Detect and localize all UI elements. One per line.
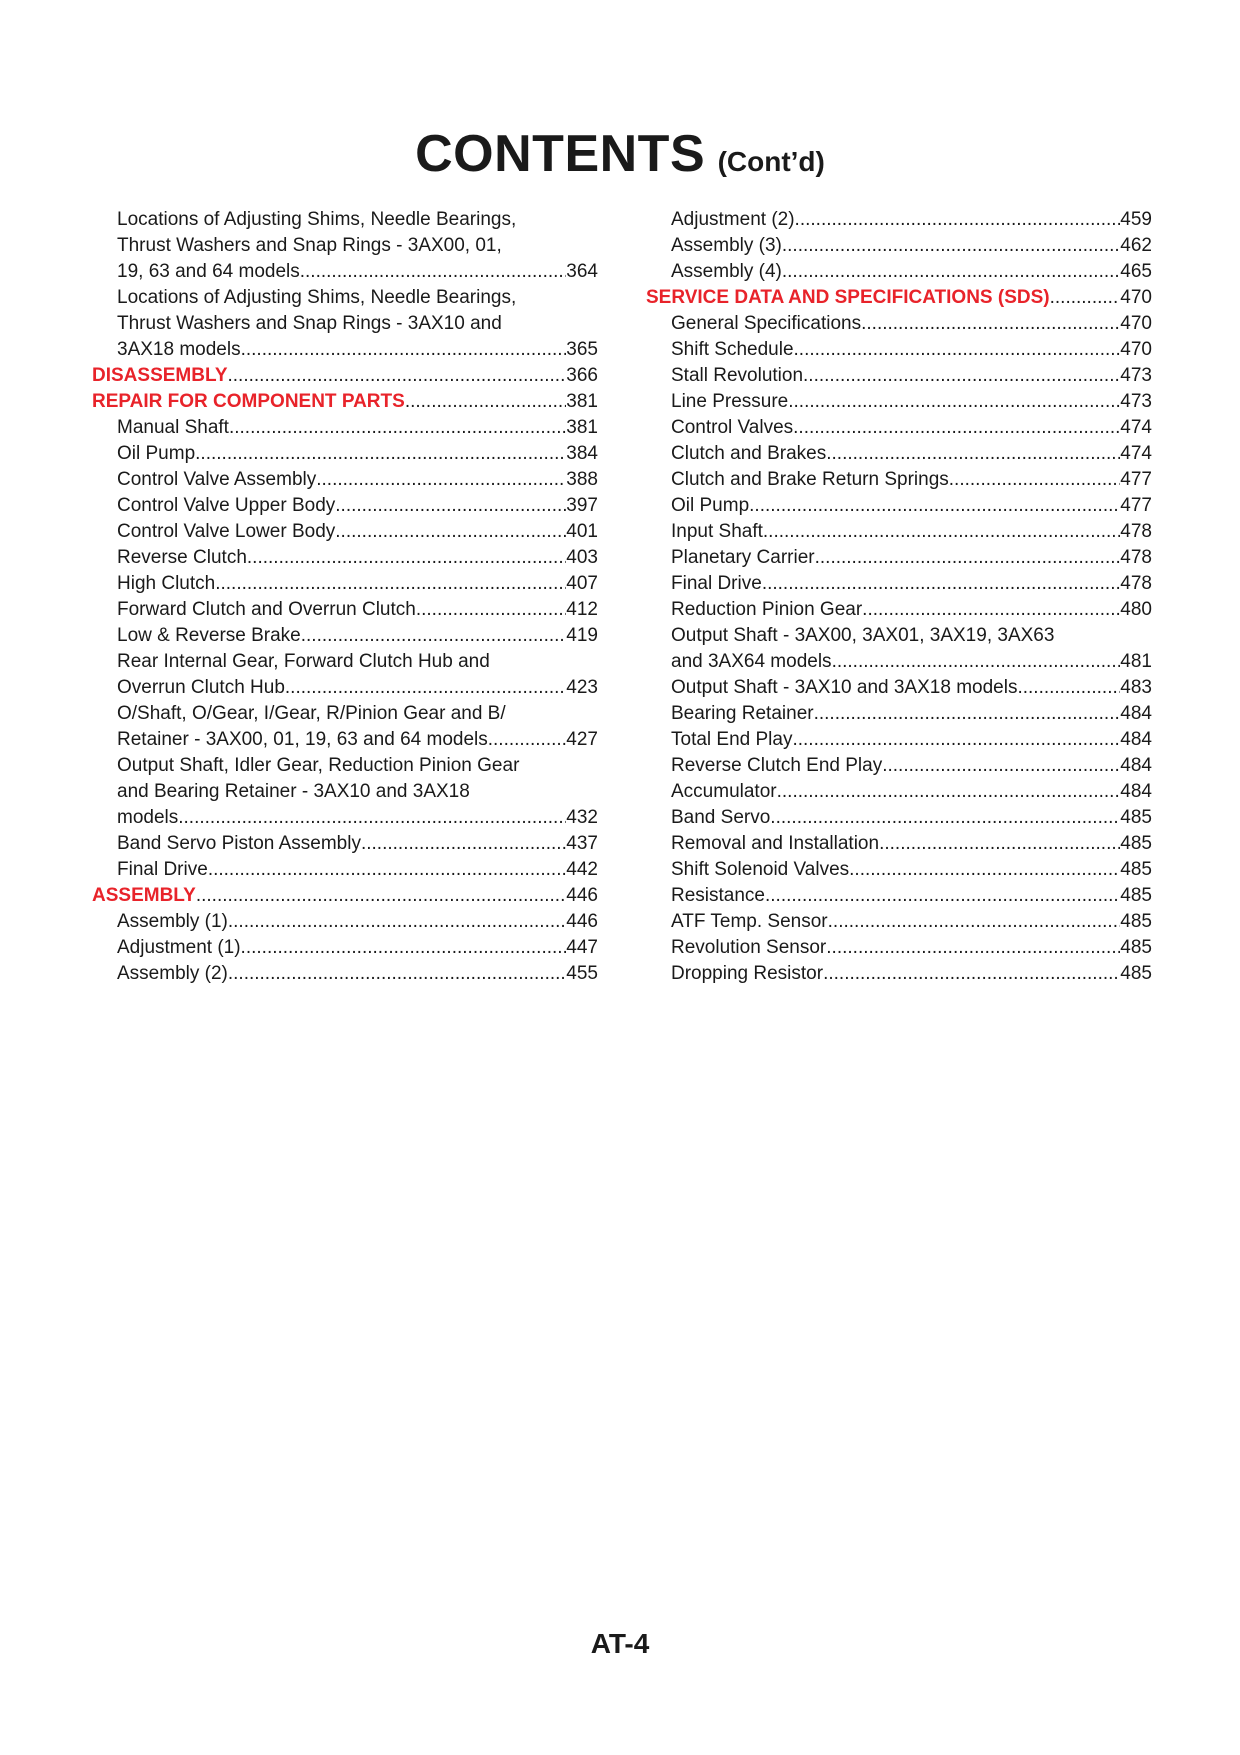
toc-entry-page: 459	[1120, 209, 1152, 230]
toc-entry-link[interactable]	[646, 961, 1152, 987]
toc-entry-label: and 3AX64 models	[671, 651, 832, 672]
dot-leader	[861, 311, 1120, 337]
title-sub: (Cont’d)	[717, 146, 825, 177]
toc-entry-page: 465	[1120, 261, 1152, 282]
toc-entry-label: models	[117, 807, 179, 828]
toc-right-column	[646, 207, 1152, 987]
dot-leader	[488, 727, 567, 753]
dot-leader	[763, 519, 1120, 545]
toc-entry-label: Stall Revolution	[671, 365, 804, 386]
dot-leader	[1017, 675, 1120, 701]
toc-entry-page: 403	[566, 547, 598, 568]
toc-entry-label: Final Drive	[117, 859, 208, 880]
toc-entry-page: 381	[566, 417, 598, 438]
dot-leader	[826, 441, 1120, 467]
dot-leader	[215, 571, 566, 597]
dot-leader	[782, 233, 1120, 259]
dot-leader	[301, 623, 567, 649]
dot-leader	[849, 857, 1120, 883]
toc-entry-link[interactable]	[646, 701, 1152, 727]
toc-entry-page: 485	[1120, 859, 1152, 880]
toc-entry-page: 446	[566, 911, 598, 932]
toc-entry-page: 419	[566, 625, 598, 646]
toc-entry-label: Control Valve Upper Body	[117, 495, 336, 516]
toc-entry-page: 455	[566, 963, 598, 984]
toc-entry-link[interactable]	[92, 441, 598, 467]
toc-entry-link[interactable]	[646, 389, 1152, 415]
toc-entry-page: 477	[1120, 469, 1152, 490]
toc-continuation-line: Rear Internal Gear, Forward Clutch Hub and	[117, 651, 490, 672]
toc-entry-page: 485	[1120, 885, 1152, 906]
toc-entry-link[interactable]	[92, 571, 598, 597]
toc-entry-label: Dropping Resistor	[671, 963, 824, 984]
toc-entry-page: 474	[1120, 417, 1152, 438]
toc-entry-link[interactable]	[92, 337, 598, 363]
toc-entry-label: Final Drive	[671, 573, 762, 594]
dot-leader	[814, 701, 1121, 727]
dot-leader	[285, 675, 566, 701]
dot-leader	[762, 571, 1120, 597]
toc-entry-page: 407	[566, 573, 598, 594]
toc-entry-label: Total End Play	[671, 729, 793, 750]
toc-entry-link[interactable]	[646, 909, 1152, 935]
toc-entry-link[interactable]	[646, 519, 1152, 545]
toc-entry-link[interactable]	[646, 311, 1152, 337]
toc-entry-label: Clutch and Brake Return Springs	[671, 469, 949, 490]
toc-entry-page: 485	[1120, 807, 1152, 828]
toc-entry-page: 483	[1120, 677, 1152, 698]
toc-entry-link[interactable]	[646, 831, 1152, 857]
dot-leader	[949, 467, 1121, 493]
toc-entry-label: Resistance	[671, 885, 765, 906]
toc-entry-label: Manual Shaft	[117, 417, 229, 438]
toc-entry-label: Clutch and Brakes	[671, 443, 827, 464]
toc-entry-page: 470	[1120, 339, 1152, 360]
toc-entry-page: 485	[1120, 833, 1152, 854]
toc-entry-label: Shift Solenoid Valves	[671, 859, 850, 880]
dot-leader	[765, 883, 1120, 909]
toc-entry-label: Line Pressure	[671, 391, 789, 412]
toc-entry-label: 19, 63 and 64 models	[117, 261, 300, 282]
toc-entry-label: Oil Pump	[117, 443, 196, 464]
toc-entry-page: 437	[566, 833, 598, 854]
toc-entry-page: 473	[1120, 365, 1152, 386]
toc-entry-link[interactable]	[92, 857, 598, 883]
toc-entry-page: 423	[566, 677, 598, 698]
toc-entry-label: ATF Temp. Sensor	[671, 911, 828, 932]
toc-continuation-line: O/Shaft, O/Gear, I/Gear, R/Pinion Gear and B/	[117, 703, 506, 724]
dot-leader	[196, 883, 566, 909]
toc-entry-link[interactable]	[92, 597, 598, 623]
dot-leader	[228, 961, 566, 987]
toc-entry-link[interactable]	[646, 233, 1152, 259]
toc-entry-link[interactable]	[646, 675, 1152, 701]
toc-entry-label: Control Valve Lower Body	[117, 521, 336, 542]
toc-entry-page: 462	[1120, 235, 1152, 256]
toc-entry-label: Retainer - 3AX00, 01, 19, 63 and 64 models	[117, 729, 488, 750]
toc-entry-label: Reduction Pinion Gear	[671, 599, 863, 620]
toc-entry-page: 365	[566, 339, 598, 360]
toc-entry-page: 442	[566, 859, 598, 880]
toc-continuation-line: Output Shaft - 3AX00, 3AX01, 3AX19, 3AX63	[671, 625, 1055, 646]
dot-leader	[803, 363, 1120, 389]
toc-entry-page: 397	[566, 495, 598, 516]
toc-entry-label: Accumulator	[671, 781, 777, 802]
dot-leader	[782, 259, 1120, 285]
toc-entry-page: 470	[1120, 313, 1152, 334]
toc-entry-page: 485	[1120, 911, 1152, 932]
toc-entry-page: 481	[1120, 651, 1152, 672]
toc-entry-label: Adjustment (2)	[671, 209, 795, 230]
dot-leader	[241, 935, 567, 961]
dot-leader	[828, 909, 1121, 935]
toc-entry-link[interactable]	[646, 545, 1152, 571]
toc-entry-page: 485	[1120, 963, 1152, 984]
page-number: AT-4	[590, 1628, 650, 1659]
dot-leader	[195, 441, 566, 467]
toc-entry-label: Assembly (3)	[671, 235, 782, 256]
toc-entry-page: 484	[1120, 729, 1152, 750]
toc-entry-page: 446	[566, 885, 598, 906]
toc-entry-label: Removal and Installation	[671, 833, 880, 854]
dot-leader	[794, 337, 1121, 363]
toc-entry-link[interactable]	[646, 753, 1152, 779]
dot-leader	[247, 545, 566, 571]
toc-entry-link[interactable]	[92, 623, 598, 649]
toc-continuation-line: Locations of Adjusting Shims, Needle Bearings,	[117, 209, 517, 230]
toc-entry-label: Output Shaft - 3AX10 and 3AX18 models	[671, 677, 1018, 698]
toc-entry-link[interactable]	[92, 415, 598, 441]
dot-leader	[316, 467, 566, 493]
toc-entry-page: 470	[1120, 287, 1152, 308]
dot-leader	[815, 545, 1121, 571]
toc-entry-label: Reverse Clutch End Play	[671, 755, 883, 776]
toc-entry-label: REPAIR FOR COMPONENT PARTS	[92, 391, 405, 412]
toc-entry-link[interactable]	[92, 961, 598, 987]
toc-entry-label: Planetary Carrier	[671, 547, 815, 568]
dot-leader	[335, 519, 566, 545]
toc-entry-label: ASSEMBLY	[92, 885, 196, 906]
dot-leader	[228, 909, 566, 935]
toc-entry-label: Assembly (1)	[117, 911, 228, 932]
toc-entry-page: 381	[566, 391, 598, 412]
dot-leader	[208, 857, 566, 883]
title-main: CONTENTS	[415, 125, 706, 183]
toc-entry-label: High Clutch	[117, 573, 216, 594]
toc-entry-page: 484	[1120, 781, 1152, 802]
toc-entry-link[interactable]	[646, 441, 1152, 467]
toc-entry-page: 447	[566, 937, 598, 958]
toc-entry-label: Oil Pump	[671, 495, 750, 516]
toc-entry-label: Low & Reverse Brake	[117, 625, 301, 646]
toc-entry-link[interactable]	[646, 207, 1152, 233]
toc-entry-link[interactable]	[92, 519, 598, 545]
toc-continuation-line: Thrust Washers and Snap Rings - 3AX00, 01,	[117, 235, 502, 256]
dot-leader	[229, 415, 566, 441]
dot-leader	[1050, 285, 1121, 311]
dot-leader	[879, 831, 1120, 857]
toc-entry-page: 477	[1120, 495, 1152, 516]
toc-entry-link[interactable]	[92, 935, 598, 961]
toc-continuation-line: Locations of Adjusting Shims, Needle Bearings,	[117, 287, 517, 308]
dot-leader	[826, 935, 1120, 961]
toc-entry-label: Band Servo	[671, 807, 771, 828]
dot-leader	[361, 831, 566, 857]
toc-entry-link[interactable]	[646, 779, 1152, 805]
toc-entry-link[interactable]	[646, 363, 1152, 389]
toc-entry-link[interactable]	[646, 805, 1152, 831]
toc-entry-label: Revolution Sensor	[671, 937, 827, 958]
toc-left-column	[92, 207, 598, 987]
toc-entry-link[interactable]	[646, 493, 1152, 519]
toc-entry-link[interactable]	[92, 259, 598, 285]
toc-entry-label: 3AX18 models	[117, 339, 241, 360]
toc-entry-page: 401	[566, 521, 598, 542]
toc-entry-page: 478	[1120, 573, 1152, 594]
dot-leader	[770, 805, 1120, 831]
toc-entry-page: 432	[566, 807, 598, 828]
toc-entry-label: Assembly (2)	[117, 963, 228, 984]
toc-entry-link[interactable]	[92, 493, 598, 519]
dot-leader	[228, 363, 567, 389]
dot-leader	[405, 389, 566, 415]
toc-continuation-line: Output Shaft, Idler Gear, Reduction Pinion Gear	[117, 755, 520, 776]
dot-leader	[832, 649, 1121, 675]
toc-entry-label: Control Valves	[671, 417, 794, 438]
toc-entry-label: Input Shaft	[671, 521, 763, 542]
toc-entry-page: 478	[1120, 521, 1152, 542]
toc-entry-link[interactable]	[92, 909, 598, 935]
toc-entry-page: 485	[1120, 937, 1152, 958]
dot-leader	[178, 805, 566, 831]
toc-section-link[interactable]	[92, 389, 598, 415]
toc-entry-page: 473	[1120, 391, 1152, 412]
toc-entry-page: 484	[1120, 755, 1152, 776]
toc-entry-label: Overrun Clutch Hub	[117, 677, 285, 698]
toc-entry-label: Assembly (4)	[671, 261, 782, 282]
toc-entry-link[interactable]	[92, 675, 598, 701]
toc-continuation-line: Thrust Washers and Snap Rings - 3AX10 and	[117, 313, 502, 334]
toc-entry-page: 384	[566, 443, 598, 464]
toc-entry-label: Band Servo Piston Assembly	[117, 833, 361, 854]
toc-entry-link[interactable]	[646, 337, 1152, 363]
dot-leader	[862, 597, 1120, 623]
toc-entry-link[interactable]	[92, 467, 598, 493]
dot-leader	[335, 493, 566, 519]
toc-entry-link[interactable]	[646, 467, 1152, 493]
toc-entry-page: 474	[1120, 443, 1152, 464]
toc-entry-label: Forward Clutch and Overrun Clutch	[117, 599, 416, 620]
toc-entry-link[interactable]	[646, 259, 1152, 285]
toc-section-link[interactable]	[92, 363, 598, 389]
dot-leader	[241, 337, 567, 363]
toc-entry-page: 484	[1120, 703, 1152, 724]
toc-entry-link[interactable]	[646, 415, 1152, 441]
toc-entry-label: Control Valve Assembly	[117, 469, 317, 490]
toc-entry-page: 366	[566, 365, 598, 386]
toc-entry-label: General Specifications	[671, 313, 862, 334]
toc-entry-label: Bearing Retainer	[671, 703, 814, 724]
dot-leader	[882, 753, 1120, 779]
toc-entry-link[interactable]	[646, 571, 1152, 597]
toc-entry-label: Shift Schedule	[671, 339, 794, 360]
toc-entry-label: Reverse Clutch	[117, 547, 247, 568]
toc-entry-page: 388	[566, 469, 598, 490]
toc-entry-link[interactable]	[92, 727, 598, 753]
toc-entry-link[interactable]	[646, 857, 1152, 883]
toc-entry-label: Adjustment (1)	[117, 937, 241, 958]
page-title	[0, 124, 1240, 184]
toc-entry-page: 412	[566, 599, 598, 620]
toc-entry-link[interactable]	[92, 831, 598, 857]
toc-entry-link[interactable]	[646, 649, 1152, 675]
toc-entry-page: 478	[1120, 547, 1152, 568]
toc-entry-link[interactable]	[646, 727, 1152, 753]
dot-leader	[416, 597, 566, 623]
toc-continuation-line: and Bearing Retainer - 3AX10 and 3AX18	[117, 781, 470, 802]
dot-leader	[777, 779, 1121, 805]
toc-entry-link[interactable]	[646, 883, 1152, 909]
toc-entry-link[interactable]	[92, 805, 598, 831]
dot-leader	[793, 415, 1120, 441]
dot-leader	[795, 207, 1121, 233]
toc-entry-label: DISASSEMBLY	[92, 365, 228, 386]
dot-leader	[300, 259, 567, 285]
toc-section-link[interactable]	[92, 883, 598, 909]
dot-leader	[749, 493, 1120, 519]
toc-entry-link[interactable]	[646, 935, 1152, 961]
dot-leader	[792, 727, 1120, 753]
dot-leader	[823, 961, 1120, 987]
toc-entry-link[interactable]	[646, 597, 1152, 623]
toc-entry-link[interactable]	[92, 545, 598, 571]
toc-entry-page: 427	[566, 729, 598, 750]
toc-entry-page: 364	[566, 261, 598, 282]
toc-entry-page: 480	[1120, 599, 1152, 620]
toc-entry-label: SERVICE DATA AND SPECIFICATIONS (SDS)	[646, 287, 1050, 308]
dot-leader	[788, 389, 1120, 415]
toc-section-link[interactable]	[646, 285, 1152, 311]
